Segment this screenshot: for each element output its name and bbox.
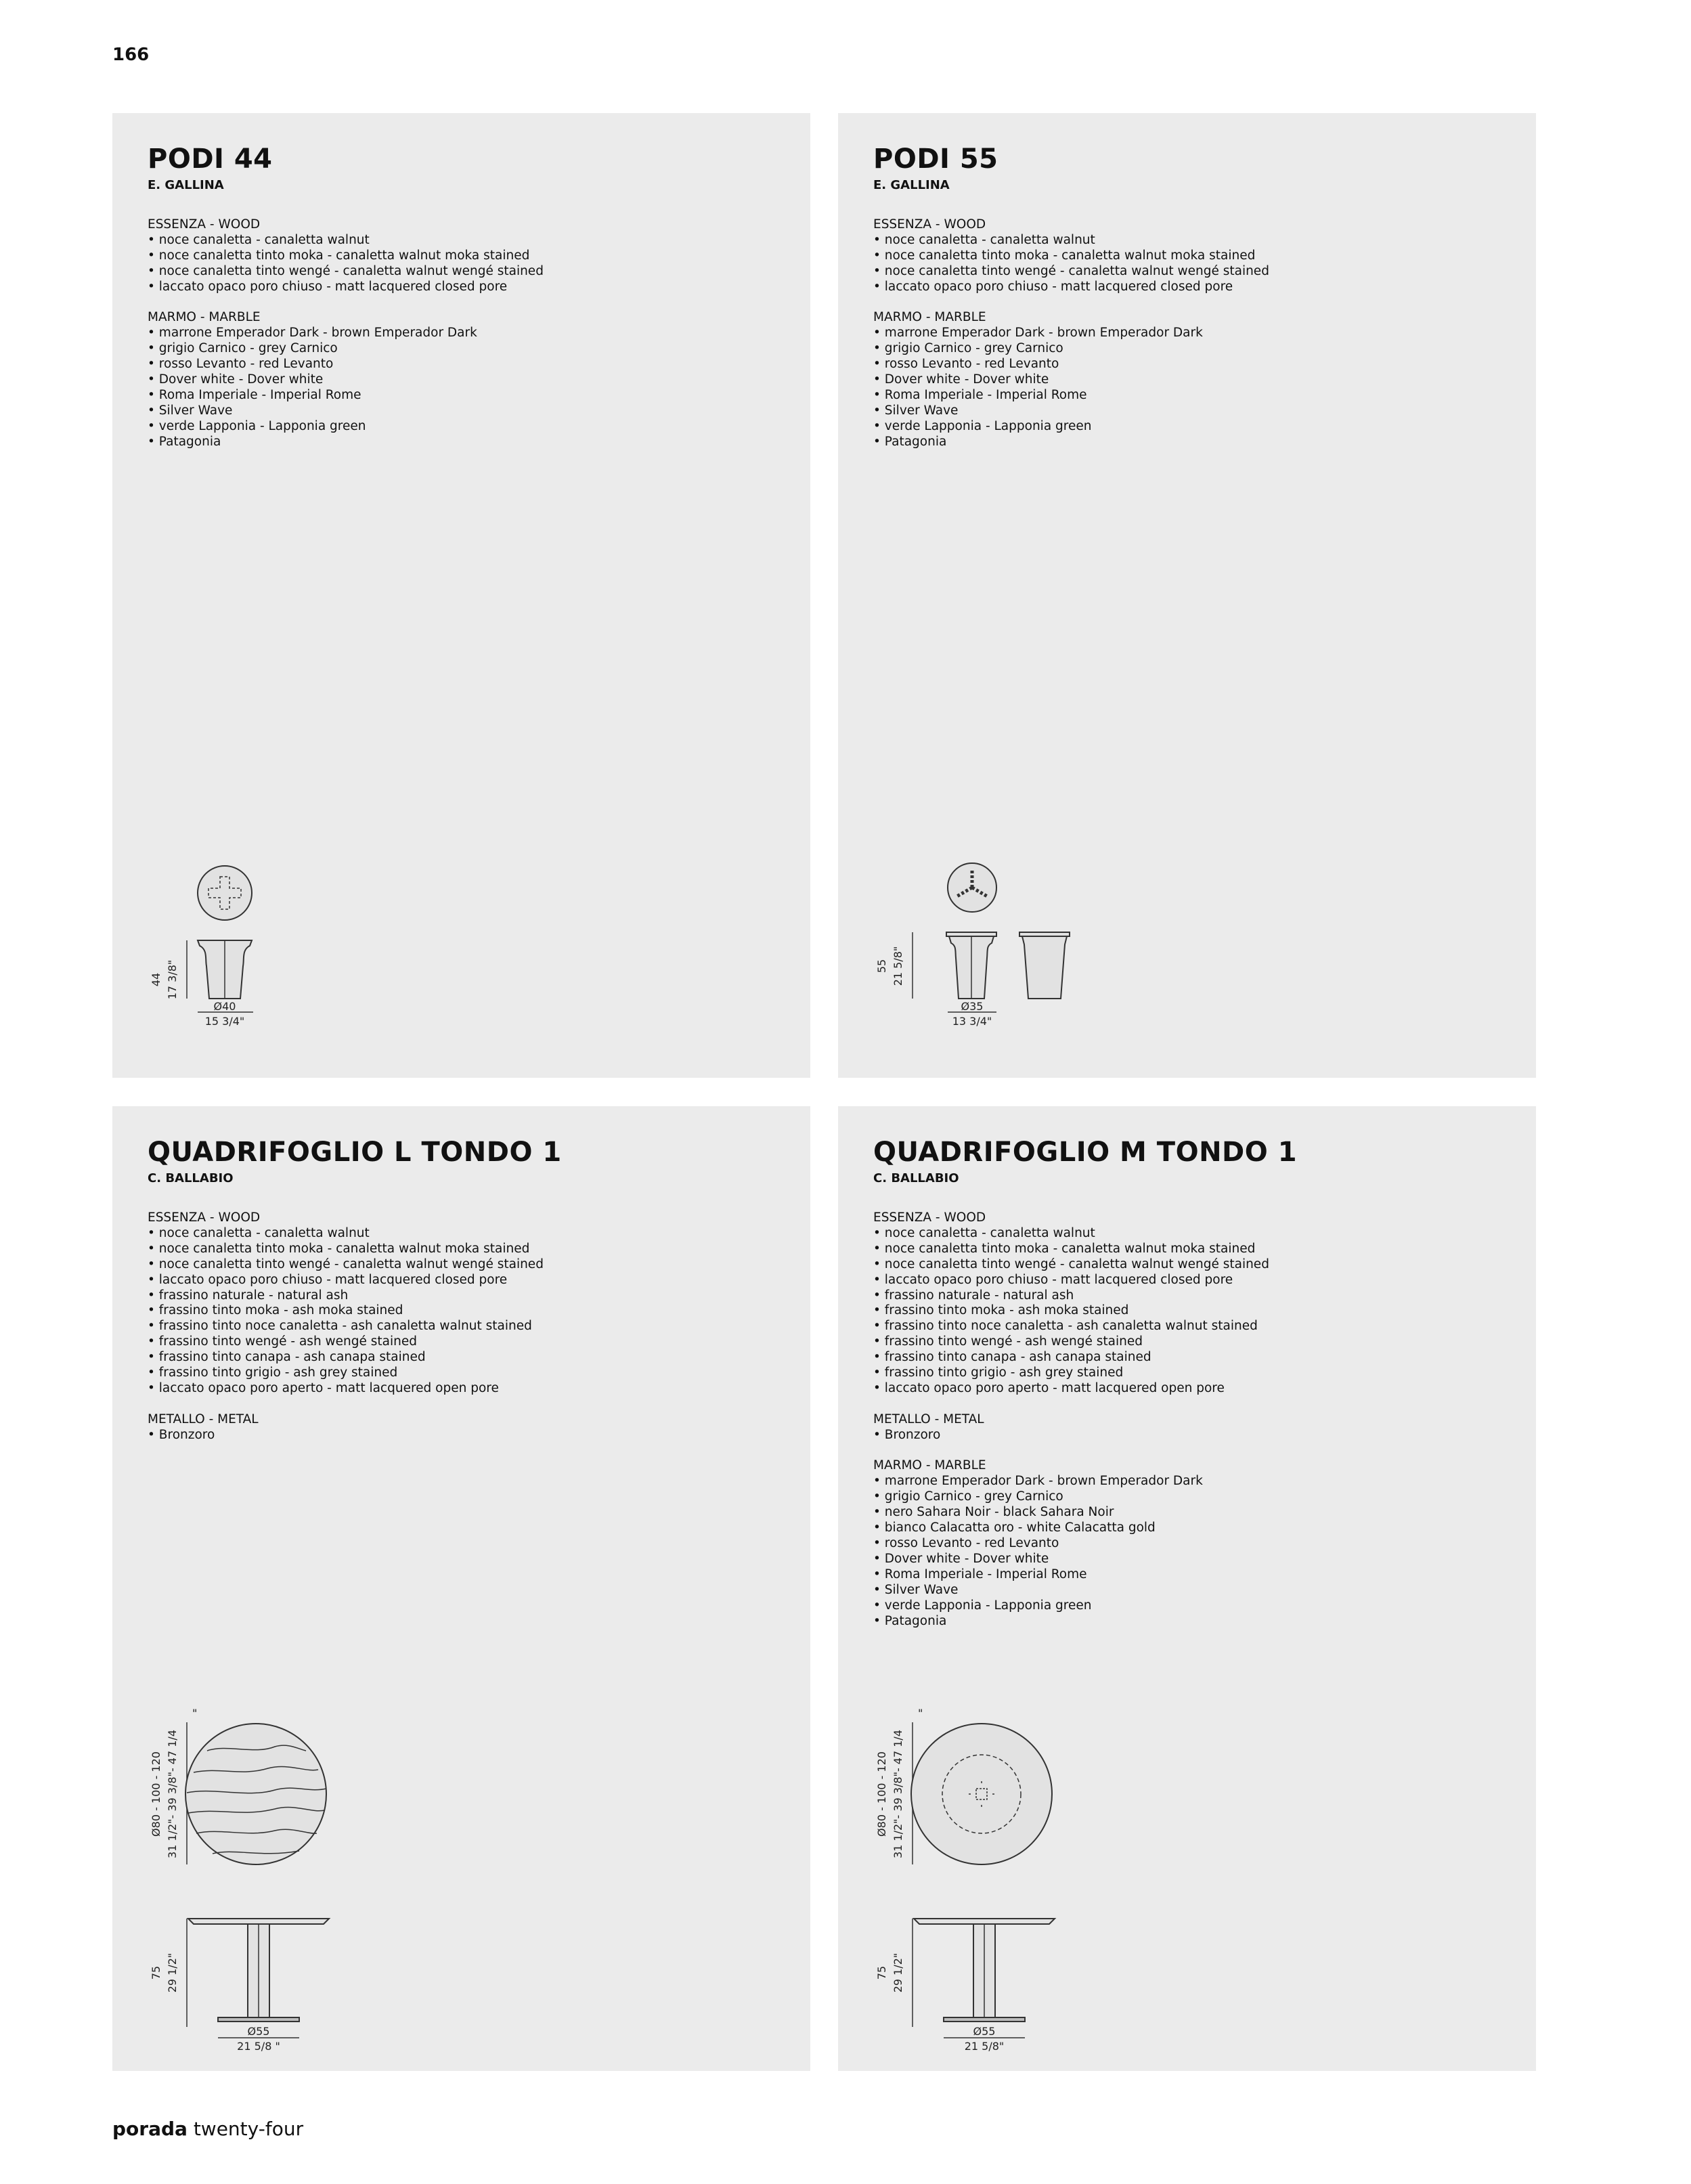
finish-item: • Silver Wave bbox=[873, 403, 1516, 419]
finish-group-wood bbox=[148, 217, 791, 295]
finish-item: • verde Lapponia - Lapponia green bbox=[148, 419, 791, 435]
dim-base-in: 21 5/8" bbox=[964, 2040, 1005, 2053]
technical-drawing bbox=[865, 858, 1122, 1047]
finish-group-title: ESSENZA - WOOD bbox=[873, 1210, 986, 1225]
finish-item: • nero Sahara Noir - black Sahara Noir bbox=[873, 1505, 1516, 1521]
finish-group-title: ESSENZA - WOOD bbox=[148, 217, 261, 232]
finish-item: • verde Lapponia - Lapponia green bbox=[873, 419, 1516, 435]
side-view-body-right bbox=[1022, 936, 1067, 999]
dim-top-cm: Ø80 - 100 - 120 bbox=[150, 1751, 162, 1837]
dim-top-inch-mark: " bbox=[918, 1707, 923, 1720]
dim-base-cm: Ø55 bbox=[247, 2025, 270, 2038]
finish-item: • Bronzoro bbox=[148, 1428, 791, 1443]
product-card-quadrifoglio-l-tondo-1 bbox=[112, 1106, 810, 2071]
technical-drawing bbox=[865, 1702, 1136, 2054]
side-view-base bbox=[218, 2017, 299, 2022]
finish-item: • laccato opaco poro chiuso - matt lacquered closed pore bbox=[148, 1273, 791, 1288]
dim-height-in: 21 5/8" bbox=[892, 946, 904, 986]
dim-diameter-in: 13 3/4" bbox=[952, 1015, 992, 1028]
finish-item: • Dover white - Dover white bbox=[873, 372, 1516, 388]
finish-item: • Roma Imperiale - Imperial Rome bbox=[873, 1567, 1516, 1583]
side-view-top bbox=[188, 1919, 329, 1924]
footer-suffix: twenty-four bbox=[193, 2118, 304, 2140]
finish-group-wood bbox=[873, 217, 1516, 295]
finish-item: • Roma Imperiale - Imperial Rome bbox=[148, 388, 791, 403]
finish-item: • frassino tinto noce canaletta - ash canaletta walnut stained bbox=[148, 1319, 791, 1334]
finish-item: • marrone Emperador Dark - brown Emperador Dark bbox=[873, 1474, 1516, 1489]
product-designer: E. GALLINA bbox=[148, 178, 224, 192]
product-title: PODI 55 bbox=[873, 144, 998, 175]
side-view-top bbox=[914, 1919, 1055, 1924]
finish-item: • marrone Emperador Dark - brown Emperador Dark bbox=[148, 326, 791, 341]
finish-group-title: METALLO - METAL bbox=[873, 1412, 984, 1426]
product-title: PODI 44 bbox=[148, 144, 273, 175]
dim-top-in: 31 1/2"- 39 3/8"- 47 1/4 bbox=[892, 1729, 904, 1859]
finish-item: • Silver Wave bbox=[148, 403, 791, 419]
finish-item: • noce canaletta - canaletta walnut bbox=[873, 233, 1516, 248]
product-title: QUADRIFOGLIO M TONDO 1 bbox=[873, 1137, 1298, 1168]
dim-base-cm: Ø55 bbox=[973, 2025, 996, 2038]
finish-item: • Patagonia bbox=[148, 435, 791, 450]
product-card-podi-55 bbox=[838, 113, 1536, 1078]
finish-group-metal bbox=[148, 1412, 791, 1443]
finish-group-wood bbox=[873, 1210, 1516, 1397]
finish-group-metal bbox=[873, 1412, 1516, 1443]
finish-group-title: METALLO - METAL bbox=[148, 1412, 259, 1426]
finish-item: • noce canaletta tinto wengé - canaletta walnut wengé stained bbox=[873, 1257, 1516, 1273]
dim-height-cm: 55 bbox=[875, 959, 888, 974]
dim-height-in: 29 1/2" bbox=[166, 1952, 179, 1993]
top-view-circle bbox=[185, 1724, 326, 1864]
finish-item: • grigio Carnico - grey Carnico bbox=[148, 341, 791, 357]
finish-item: • frassino tinto wengé - ash wengé stained bbox=[148, 1334, 791, 1350]
finish-item: • grigio Carnico - grey Carnico bbox=[873, 341, 1516, 357]
product-designer: C. BALLABIO bbox=[148, 1171, 234, 1185]
finish-item: • noce canaletta tinto moka - canaletta walnut moka stained bbox=[873, 248, 1516, 264]
product-card-quadrifoglio-m-tondo-1 bbox=[838, 1106, 1536, 2071]
product-card-podi-44 bbox=[112, 113, 810, 1078]
product-designer: C. BALLABIO bbox=[873, 1171, 959, 1185]
finish-item: • frassino tinto moka - ash moka stained bbox=[873, 1303, 1516, 1319]
finish-item: • marrone Emperador Dark - brown Emperador Dark bbox=[873, 326, 1516, 341]
finish-item: • bianco Calacatta oro - white Calacatta gold bbox=[873, 1521, 1516, 1536]
finish-group-title: MARMO - MARBLE bbox=[873, 1458, 986, 1473]
finish-item: • laccato opaco poro aperto - matt lacquered open pore bbox=[873, 1381, 1516, 1397]
finish-item: • noce canaletta tinto wengé - canaletta walnut wengé stained bbox=[873, 264, 1516, 280]
finish-item: • rosso Levanto - red Levanto bbox=[873, 357, 1516, 372]
footer bbox=[112, 2118, 303, 2140]
finish-item: • frassino tinto grigio - ash grey stained bbox=[873, 1366, 1516, 1381]
dim-height-cm: 44 bbox=[150, 972, 162, 987]
finish-item: • frassino tinto noce canaletta - ash canaletta walnut stained bbox=[873, 1319, 1516, 1334]
finish-group-title: MARMO - MARBLE bbox=[873, 310, 986, 325]
finish-item: • noce canaletta tinto wengé - canaletta walnut wengé stained bbox=[148, 1257, 791, 1273]
dim-top-cm: Ø80 - 100 - 120 bbox=[875, 1751, 888, 1837]
finish-item: • Bronzoro bbox=[873, 1428, 1516, 1443]
finish-item: • frassino tinto wengé - ash wengé stained bbox=[873, 1334, 1516, 1350]
footer-brand: porada bbox=[112, 2118, 188, 2140]
finish-item: • rosso Levanto - red Levanto bbox=[148, 357, 791, 372]
finish-item: • laccato opaco poro chiuso - matt lacquered closed pore bbox=[873, 1273, 1516, 1288]
finish-group-marble bbox=[873, 1458, 1516, 1629]
dim-height-in: 17 3/8" bbox=[166, 959, 179, 1000]
dim-diameter-cm: Ø40 bbox=[213, 1000, 236, 1013]
dim-diameter-cm: Ø35 bbox=[961, 1000, 984, 1013]
finish-item: • laccato opaco poro chiuso - matt lacquered closed pore bbox=[148, 280, 791, 295]
finish-item: • frassino tinto canapa - ash canapa stained bbox=[148, 1350, 791, 1366]
finish-item: • laccato opaco poro aperto - matt lacquered open pore bbox=[148, 1381, 791, 1397]
finish-group-marble bbox=[873, 310, 1516, 450]
finish-specs bbox=[148, 217, 791, 465]
finish-item: • Roma Imperiale - Imperial Rome bbox=[873, 388, 1516, 403]
finish-group-title: ESSENZA - WOOD bbox=[873, 217, 986, 232]
top-view-circle bbox=[198, 866, 252, 920]
finish-specs bbox=[873, 217, 1516, 465]
finish-item: • frassino naturale - natural ash bbox=[148, 1288, 791, 1304]
product-title: QUADRIFOGLIO L TONDO 1 bbox=[148, 1137, 562, 1168]
finish-item: • frassino tinto grigio - ash grey stained bbox=[148, 1366, 791, 1381]
technical-drawing bbox=[139, 1702, 410, 2054]
finish-item: • frassino naturale - natural ash bbox=[873, 1288, 1516, 1304]
finish-item: • Dover white - Dover white bbox=[873, 1552, 1516, 1567]
finish-item: • frassino tinto moka - ash moka stained bbox=[148, 1303, 791, 1319]
finish-group-title: MARMO - MARBLE bbox=[148, 310, 261, 325]
finish-group-title: ESSENZA - WOOD bbox=[148, 1210, 261, 1225]
finish-item: • noce canaletta - canaletta walnut bbox=[148, 233, 791, 248]
finish-specs bbox=[148, 1210, 791, 1458]
dim-top-in: 31 1/2"- 39 3/8"- 47 1/4 bbox=[166, 1729, 179, 1859]
dim-base-in: 21 5/8 " bbox=[237, 2040, 280, 2053]
finish-group-wood bbox=[148, 1210, 791, 1397]
dim-diameter-in: 15 3/4" bbox=[204, 1015, 245, 1028]
dim-top-inch-mark: " bbox=[192, 1707, 198, 1720]
side-view-base bbox=[944, 2017, 1025, 2022]
finish-item: • Patagonia bbox=[873, 1614, 1516, 1630]
finish-item: • Silver Wave bbox=[873, 1583, 1516, 1598]
finish-item: • verde Lapponia - Lapponia green bbox=[873, 1598, 1516, 1614]
technical-drawing bbox=[139, 865, 343, 1047]
finish-item: • noce canaletta tinto wengé - canaletta walnut wengé stained bbox=[148, 264, 791, 280]
dim-height-cm: 75 bbox=[150, 1965, 162, 1980]
finish-item: • noce canaletta tinto moka - canaletta walnut moka stained bbox=[148, 1242, 791, 1257]
finish-specs bbox=[873, 1210, 1516, 1644]
dim-height-cm: 75 bbox=[875, 1965, 888, 1980]
finish-item: • grigio Carnico - grey Carnico bbox=[873, 1489, 1516, 1505]
dim-height-in: 29 1/2" bbox=[892, 1952, 904, 1993]
finish-item: • noce canaletta - canaletta walnut bbox=[148, 1226, 791, 1242]
finish-item: • laccato opaco poro chiuso - matt lacquered closed pore bbox=[873, 280, 1516, 295]
product-designer: E. GALLINA bbox=[873, 178, 950, 192]
finish-item: • noce canaletta tinto moka - canaletta walnut moka stained bbox=[148, 248, 791, 264]
finish-item: • Dover white - Dover white bbox=[148, 372, 791, 388]
top-view-circle bbox=[911, 1724, 1052, 1864]
finish-item: • noce canaletta - canaletta walnut bbox=[873, 1226, 1516, 1242]
finish-item: • rosso Levanto - red Levanto bbox=[873, 1536, 1516, 1552]
finish-item: • noce canaletta tinto moka - canaletta walnut moka stained bbox=[873, 1242, 1516, 1257]
finish-group-marble bbox=[148, 310, 791, 450]
page-number: 166 bbox=[112, 45, 150, 65]
finish-item: • Patagonia bbox=[873, 435, 1516, 450]
finish-item: • frassino tinto canapa - ash canapa stained bbox=[873, 1350, 1516, 1366]
